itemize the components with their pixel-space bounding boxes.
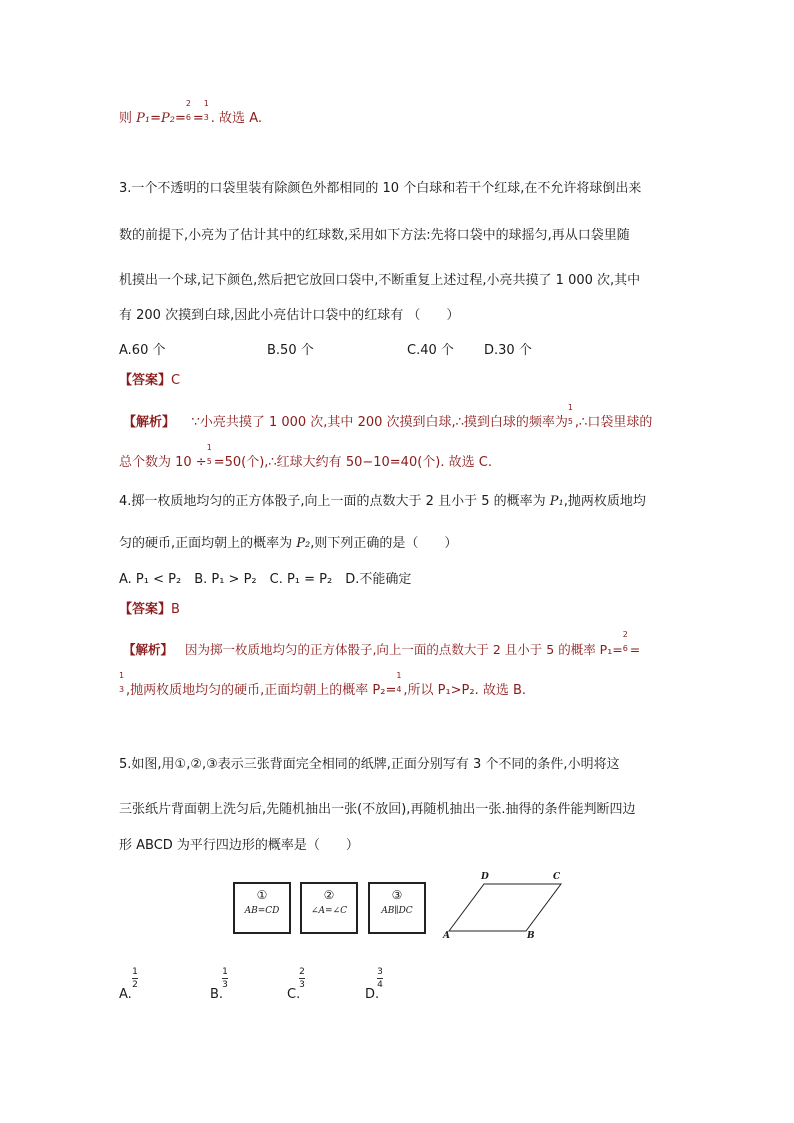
equals-sign: = — [192, 111, 204, 126]
analysis-tag: 【解析】 — [123, 415, 176, 430]
answer-tag: 【答案】 — [119, 373, 172, 388]
q3-line-4: 有 200 次摸到白球,因此小亮估计口袋中的红球有 （ ） — [119, 308, 460, 323]
q4-text: 4.掷一枚质地均匀的正方体骰子,向上一面的点数大于 2 且小于 5 的概率为 — [119, 494, 550, 509]
q4-text: ,则下列正确的是（ ） — [310, 536, 458, 551]
fraction-numerator: 3 — [377, 967, 383, 977]
q4-text: 匀的硬币,正面均朝上的概率为 — [119, 536, 297, 551]
q5-line-2: 三张纸片背面朝上洗匀后,先随机抽出一张(不放回),再随机抽出一张.抽得的条件能判断四边 — [119, 802, 636, 817]
fraction — [396, 671, 403, 701]
fraction-denominator: 3 — [119, 685, 125, 694]
p1-symbol: P₁ — [136, 111, 151, 126]
card-number: ① — [256, 888, 268, 902]
card-condition: AB=CD — [244, 906, 280, 916]
analysis-text: ∵小亮共摸了 1 000 次,其中 200 次摸到白球,∴摸到白球的频率为 — [191, 415, 568, 430]
fraction-numerator: 2 — [622, 630, 628, 639]
analysis-text: 因为掷一枚质地均匀的正方体骰子,向上一面的点数大于 2 且小于 5 的概率 P₁= — [184, 642, 623, 657]
answer-tag: 【答案】 — [119, 602, 172, 617]
q4-analysis-line-2 — [119, 671, 527, 701]
answer-value: B — [171, 602, 180, 617]
q3-option-b: B.50 个 — [267, 343, 314, 358]
q4-analysis-line-1 — [123, 630, 641, 660]
q3-line-1: 3.一个不透明的口袋里装有除颜色外都相同的 10 个白球和若干个红球,在不允许将球倒出来 — [119, 181, 642, 196]
fraction-numerator: 1 — [567, 403, 574, 412]
q3-option-d: D.30 个 — [484, 343, 532, 358]
card-2 — [300, 882, 358, 934]
analysis-text: ,抛两枚质地均匀的硬币,正面均朝上的概率 P₂= — [126, 683, 397, 698]
q3-analysis-line-2 — [119, 443, 492, 473]
p2-symbol: P₂ — [161, 111, 175, 126]
card-condition: AB∥DC — [381, 906, 413, 916]
fraction — [185, 99, 193, 129]
prev-answer-line — [119, 99, 262, 129]
fraction-denominator: 2 — [132, 980, 138, 990]
p2-symbol: P₂ — [296, 536, 311, 551]
fraction — [131, 967, 139, 990]
q3-line-2: 数的前提下,小亮为了估计其中的红球数,采用如下方法:先将口袋中的球摇匀,再从口袋里随 — [119, 228, 630, 243]
q5-line-1: 5.如图,用①,②,③表示三张背面完全相同的纸牌,正面分别写有 3 个不同的条件,小明将这 — [119, 757, 620, 772]
vertex-b-label: B — [527, 931, 535, 941]
fraction-numerator: 2 — [299, 967, 305, 977]
fraction-denominator: 5 — [206, 457, 212, 466]
fraction-denominator: 6 — [622, 644, 628, 653]
q4-answer-line — [119, 600, 180, 620]
option-label: B. — [210, 987, 224, 1002]
fraction-numerator: 1 — [203, 99, 209, 108]
fraction-numerator: 1 — [132, 967, 138, 977]
fraction-numerator: 2 — [185, 99, 191, 108]
card-number: ③ — [391, 888, 403, 902]
card-condition: ∠A=∠C — [310, 906, 347, 916]
prev-answer-suffix: . 故选 A. — [210, 111, 262, 126]
q4-line-1 — [119, 492, 646, 512]
equals-sign: = — [150, 111, 162, 126]
fraction-denominator: 3 — [203, 113, 209, 122]
vertex-a-label: A — [443, 931, 450, 941]
fraction-denominator: 6 — [185, 113, 191, 122]
q4-options: A. P₁ < P₂ B. P₁ > P₂ C. P₁ = P₂ D.不能确定 — [119, 572, 412, 587]
option-label: C. — [287, 987, 301, 1002]
p1-symbol: P₁ — [549, 494, 564, 509]
q3-option-a: A.60 个 — [119, 343, 166, 358]
fraction — [119, 671, 126, 701]
card-number: ② — [323, 888, 335, 902]
analysis-tag: 【解析】 — [123, 642, 174, 657]
vertex-d-label: D — [481, 872, 489, 882]
q3-answer-line — [119, 371, 180, 391]
q3-analysis-line-1 — [123, 403, 653, 433]
option-label: A. — [119, 987, 132, 1002]
fraction-denominator: 3 — [299, 980, 305, 990]
option-label: D. — [365, 987, 380, 1002]
fraction-denominator: 4 — [396, 685, 402, 694]
fraction — [567, 403, 575, 433]
q3-option-c: C.40 个 — [407, 343, 454, 358]
q4-text: ,抛两枚质地均 — [563, 494, 646, 509]
q3-line-3: 机摸出一个球,记下颜色,然后把它放回口袋中,不断重复上述过程,小亮共摸了 1 000 次,其中 — [119, 273, 641, 288]
analysis-text: ,∴口袋里球的 — [574, 415, 653, 430]
parallelogram-abcd — [440, 878, 570, 938]
fraction — [206, 443, 214, 473]
parallelogram-shape — [449, 884, 561, 931]
equals-sign: = — [174, 111, 186, 126]
fraction-numerator: 1 — [222, 967, 228, 977]
card-3 — [368, 882, 426, 934]
fraction-denominator: 4 — [377, 980, 383, 990]
vertex-c-label: C — [553, 872, 561, 882]
fraction-denominator: 3 — [222, 980, 228, 990]
fraction — [622, 630, 630, 660]
q5-line-3: 形 ABCD 为平行四边形的概率是（ ） — [119, 838, 359, 853]
prev-answer-prefix: 则 — [119, 111, 137, 126]
fraction-numerator: 1 — [119, 671, 125, 680]
fraction — [203, 99, 211, 129]
analysis-text: ,所以 P₁>P₂. 故选 B. — [403, 683, 527, 698]
analysis-text: =50(个),∴红球大约有 50−10=40(个). 故选 C. — [213, 455, 492, 470]
fraction-numerator: 1 — [206, 443, 212, 452]
fraction-numerator: 1 — [396, 671, 402, 680]
equals-sign: = — [629, 642, 641, 657]
q4-line-2 — [119, 534, 457, 554]
analysis-text: 总个数为 10 ÷ — [119, 455, 207, 470]
fraction-denominator: 5 — [567, 417, 574, 426]
answer-value: C — [171, 373, 181, 388]
card-1 — [233, 882, 291, 934]
